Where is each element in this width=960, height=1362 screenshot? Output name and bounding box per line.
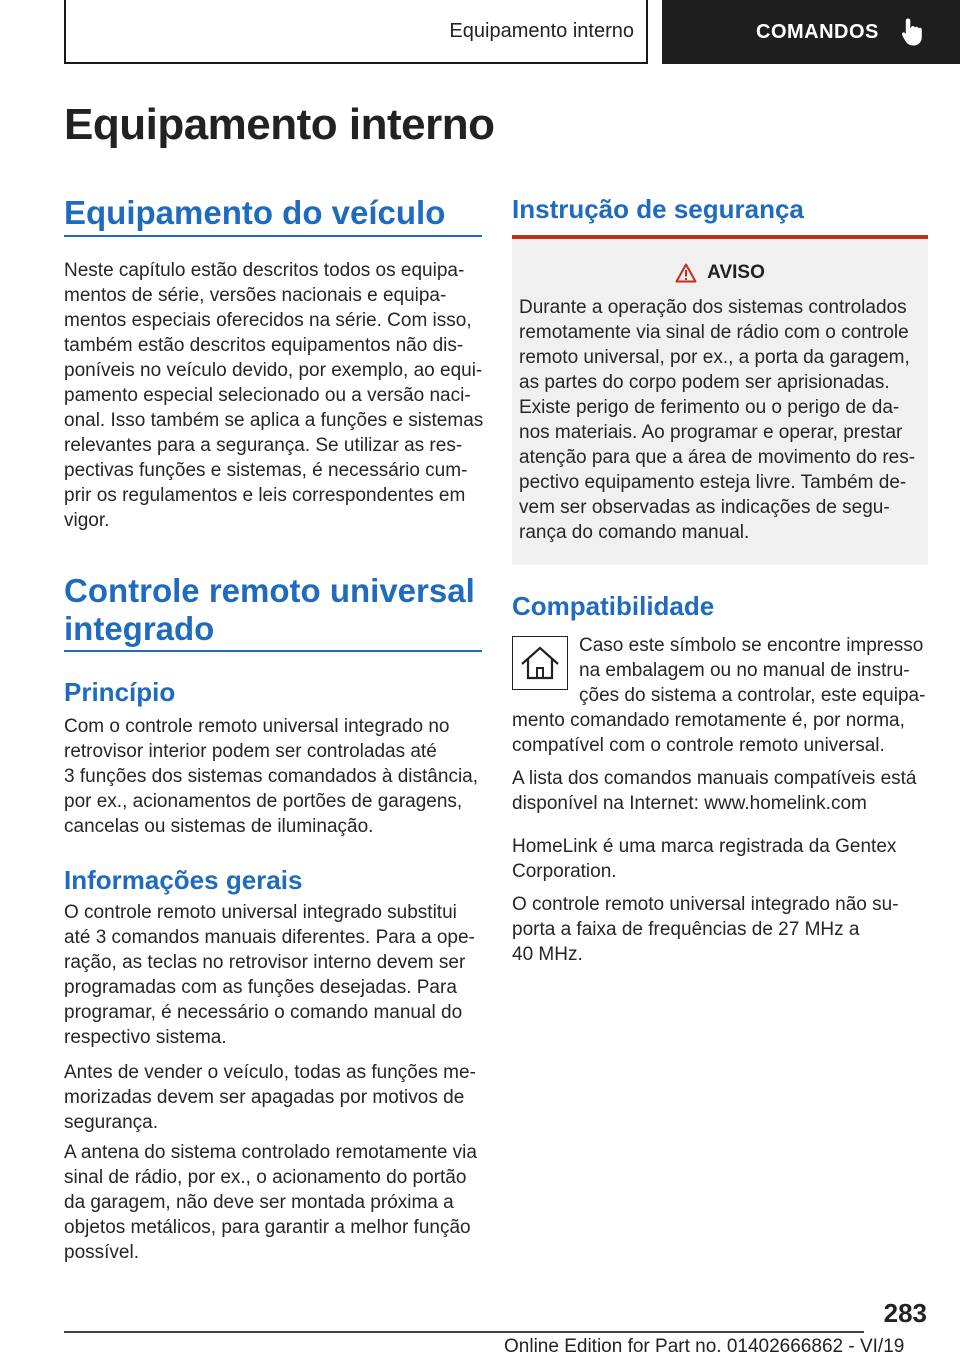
text-line: morizadas devem ser apagadas por motivos de [64,1087,465,1108]
text-line: A lista dos comandos manuais compatíveis está [512,768,917,789]
header-section-title: Equipamento interno [449,19,634,42]
heading-underline [64,235,482,237]
text-line: segurança. [64,1112,159,1133]
text-line: Durante a operação dos sistemas controlados [519,297,907,318]
footer-rule [64,1331,864,1333]
heading-principle: Princípio [64,677,176,707]
text-line: programadas com as funções desejadas. Para [64,977,457,998]
header-section-tab [64,0,648,64]
heading-underline [64,650,482,652]
warning-label: AVISO [707,262,765,283]
text-line: Caso este símbolo se encontre impresso [579,635,924,656]
principle-paragraph [64,714,484,839]
text-line: onal. Isso também se aplica a funções e sistemas [64,410,484,431]
pointing-hand-icon [901,17,923,47]
text-line: ração, as teclas no retrovisor interno devem ser [64,952,466,973]
text-line: pamento especial selecionado ou a versão naci- [64,385,471,406]
text-line: O controle remoto universal integrado não su- [512,894,899,915]
text-line: HomeLink é uma marca registrada da Gentex [512,836,897,857]
text-line: Neste capítulo estão descritos todos os equipa- [64,260,465,281]
text-line: O controle remoto universal integrado substitui [64,902,457,923]
text-line: relevantes para a segurança. Se utilizar as res- [64,435,463,456]
text-line: Antes de vender o veículo, todas as funções me- [64,1062,476,1083]
general-info-paragraph-1 [64,900,484,1050]
compatible-list-text [512,766,930,816]
heading-safety-instruction: Instrução de segurança [512,194,804,224]
text-line: também estão descritos equipamentos não dis- [64,335,464,356]
text-line: retrovisor interior podem ser controladas até [64,741,437,762]
text-line: Existe perigo de ferimento ou o perigo de da- [519,397,900,418]
text-line: 3 funções dos sistemas comandados à distância, [64,766,479,787]
header-chapter-title: COMANDOS [756,20,879,43]
text-line: por ex., acionamentos de portões de garagens, [64,791,463,812]
text-line: objetos metálicos, para garantir a melhor função [64,1217,471,1238]
text-line: prir os regulamentos e leis correspondentes em [64,485,466,506]
footer-edition: Online Edition for Part no. 01402666862 - VI/19 [504,1336,905,1357]
text-line: porta a faixa de frequências de 27 MHz a [512,919,860,940]
trademark-text [512,834,930,884]
heading-line: Controle remoto universal [64,572,475,609]
text-line: até 3 comandos manuais diferentes. Para a ope- [64,927,475,948]
heading-vehicle-equipment: Equipamento do veículo [64,194,446,231]
text-line: nos materiais. Ao programar e operar, prestar [519,422,903,443]
text-line: 40 MHz. [512,944,583,965]
heading-universal-remote [64,572,475,648]
text-line: as partes do corpo podem ser aprisionadas. [519,372,890,393]
general-info-paragraph-3 [64,1140,484,1265]
text-line: remotamente via sinal de rádio com o controle [519,322,909,343]
compatibility-text [512,708,930,758]
text-line: programar, é necessário o comando manual do [64,1002,463,1023]
warning-title [512,262,928,284]
heading-compatibility: Compatibilidade [512,591,715,621]
text-line: possível. [64,1242,139,1263]
heading-line: integrado [64,610,215,647]
text-line: cancelas ou sistemas de iluminação. [64,816,374,837]
text-line: mentos especiais oferecidos na série. Com isso, [64,310,472,331]
text-line: atenção para que a área de movimento do res- [519,447,916,468]
text-line: compatível com o controle remoto universal. [512,735,885,756]
text-line: na embalagem ou no manual de instru- [579,660,910,681]
text-line: Com o controle remoto universal integrado no [64,716,450,737]
header-chapter-tab [662,0,960,64]
text-line: vigor. [64,510,110,531]
text-line: A antena do sistema controlado remotamente via [64,1142,477,1163]
text-line: mentos de série, versões nacionais e equipa- [64,285,447,306]
text-line: remoto universal, por ex., a porta da garagem, [519,347,910,368]
frequency-text [512,892,930,967]
heading-general-info: Informações gerais [64,865,303,895]
text-line: pectivo equipamento esteja livre. Também de- [519,472,907,493]
page-title: Equipamento interno [64,100,495,149]
homelink-link-line[interactable]: disponível na Internet: www.homelink.com [512,793,867,814]
text-line: mento comandado remotamente é, por norma, [512,710,905,731]
general-info-paragraph-2 [64,1060,484,1135]
compatibility-text-indented [579,633,929,708]
text-line: sinal de rádio, por ex., o acionamento do portão [64,1167,467,1188]
text-line: da garagem, não deve ser montada próxima a [64,1192,454,1213]
text-line: poníveis no veículo devido, por exemplo, ao equi- [64,360,483,381]
home-icon [518,644,562,682]
text-line: rança do comando manual. [519,522,750,543]
text-line: vem ser observadas as indicações de segu- [519,497,890,518]
text-line: pectivas funções e sistemas, é necessário cum- [64,460,468,481]
page-number: 283 [883,1298,927,1328]
text-line: respectivo sistema. [64,1027,227,1048]
warning-triangle-icon [675,263,697,283]
text-line: ções do sistema a controlar, este equipa- [579,685,926,706]
text-line: Corporation. [512,861,617,882]
homelink-symbol [512,636,568,690]
vehicle-equipment-paragraph [64,258,484,533]
warning-text [519,295,924,545]
